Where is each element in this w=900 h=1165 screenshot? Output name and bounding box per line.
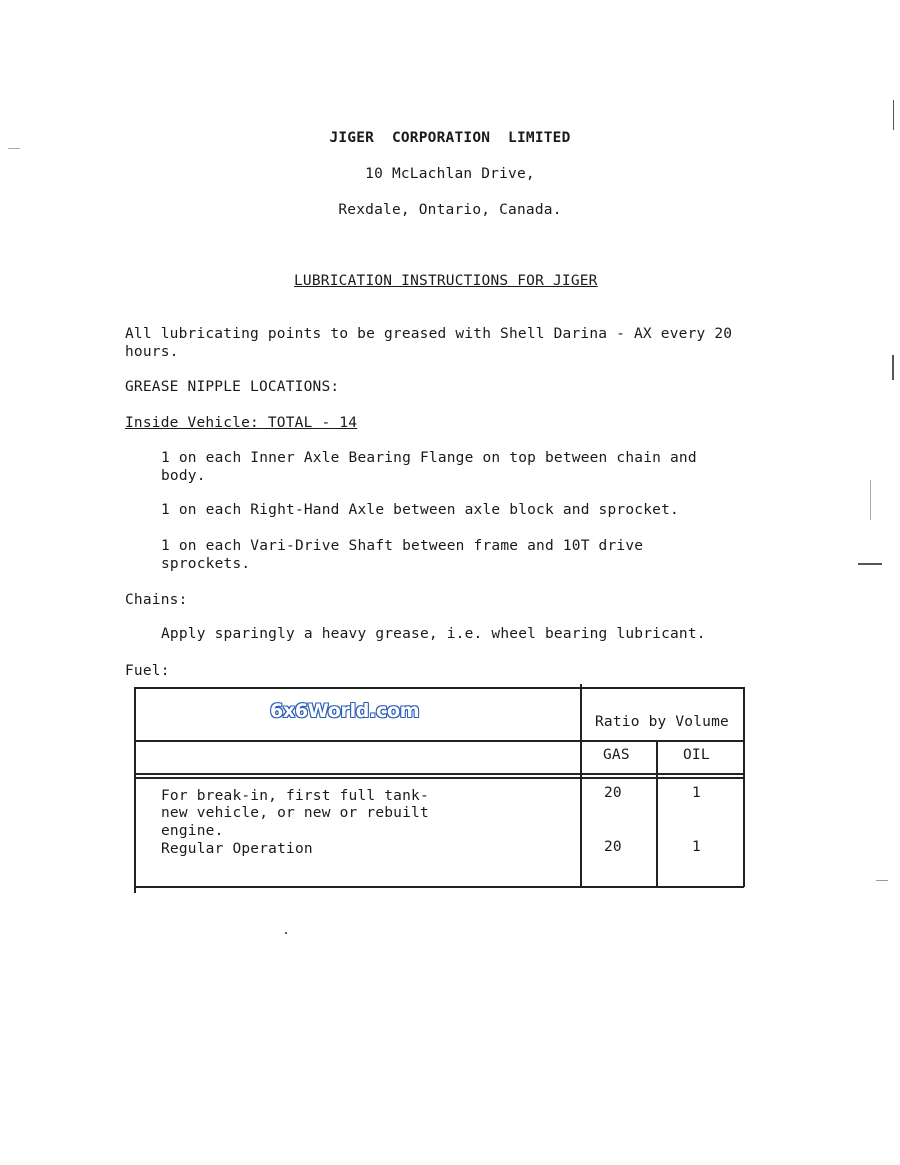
table-bottom-border (134, 886, 744, 888)
inside-item-2: 1 on each Right-Hand Axle between axle block and sprocket. (161, 502, 679, 518)
fuel-row-1-line-2: new vehicle, or new or rebuilt (161, 805, 429, 821)
fuel-row-2-label: Regular Operation (161, 841, 313, 857)
ratio-by-volume-header: Ratio by Volume (595, 714, 729, 730)
scan-artifact (876, 880, 888, 881)
fuel-row-1-line-3: engine. (161, 823, 224, 839)
table-col-divider-2 (656, 740, 658, 887)
table-double-rule-1 (134, 773, 744, 775)
address-line-1: 10 McLachlan Drive, (365, 166, 535, 182)
address-line-2: Rexdale, Ontario, Canada. (338, 202, 562, 218)
scan-artifact (892, 355, 894, 380)
table-top-border (134, 687, 744, 689)
company-name: JIGER CORPORATION LIMITED (329, 130, 571, 146)
document-title: LUBRICATION INSTRUCTIONS FOR JIGER (294, 273, 598, 289)
scan-artifact (870, 480, 871, 520)
fuel-row-2-gas: 20 (604, 839, 622, 855)
gas-column-header: GAS (603, 747, 630, 763)
table-right-border (743, 687, 745, 887)
watermark-logo: 6x6World.com (270, 700, 420, 722)
table-double-rule-2 (134, 777, 744, 779)
inside-vehicle-heading: Inside Vehicle: TOTAL - 14 (125, 415, 358, 431)
oil-column-header: OIL (683, 747, 710, 763)
scan-artifact (285, 932, 287, 934)
inside-item-1-line-1: 1 on each Inner Axle Bearing Flange on top between chain and (161, 450, 697, 466)
scan-artifact (893, 100, 894, 130)
fuel-row-1-oil: 1 (692, 785, 701, 801)
inside-item-3-line-2: sprockets. (161, 556, 251, 572)
fuel-row-2-oil: 1 (692, 839, 701, 855)
inside-item-1-line-2: body. (161, 468, 206, 484)
intro-line-2: hours. (125, 344, 179, 360)
table-col-divider-1 (580, 684, 582, 887)
table-header-divider (134, 740, 744, 742)
chains-heading: Chains: (125, 592, 188, 608)
fuel-heading: Fuel: (125, 663, 170, 679)
chains-text: Apply sparingly a heavy grease, i.e. wheel bearing lubricant. (161, 626, 706, 642)
fuel-row-1-line-1: For break-in, first full tank- (161, 788, 429, 804)
table-left-border (134, 687, 136, 893)
scan-artifact (8, 148, 20, 149)
grease-nipple-heading: GREASE NIPPLE LOCATIONS: (125, 379, 340, 395)
fuel-row-1-gas: 20 (604, 785, 622, 801)
intro-line-1: All lubricating points to be greased with Shell Darina - AX every 20 (125, 326, 733, 342)
scan-artifact (858, 563, 882, 565)
inside-item-3-line-1: 1 on each Vari-Drive Shaft between frame and 10T drive (161, 538, 644, 554)
